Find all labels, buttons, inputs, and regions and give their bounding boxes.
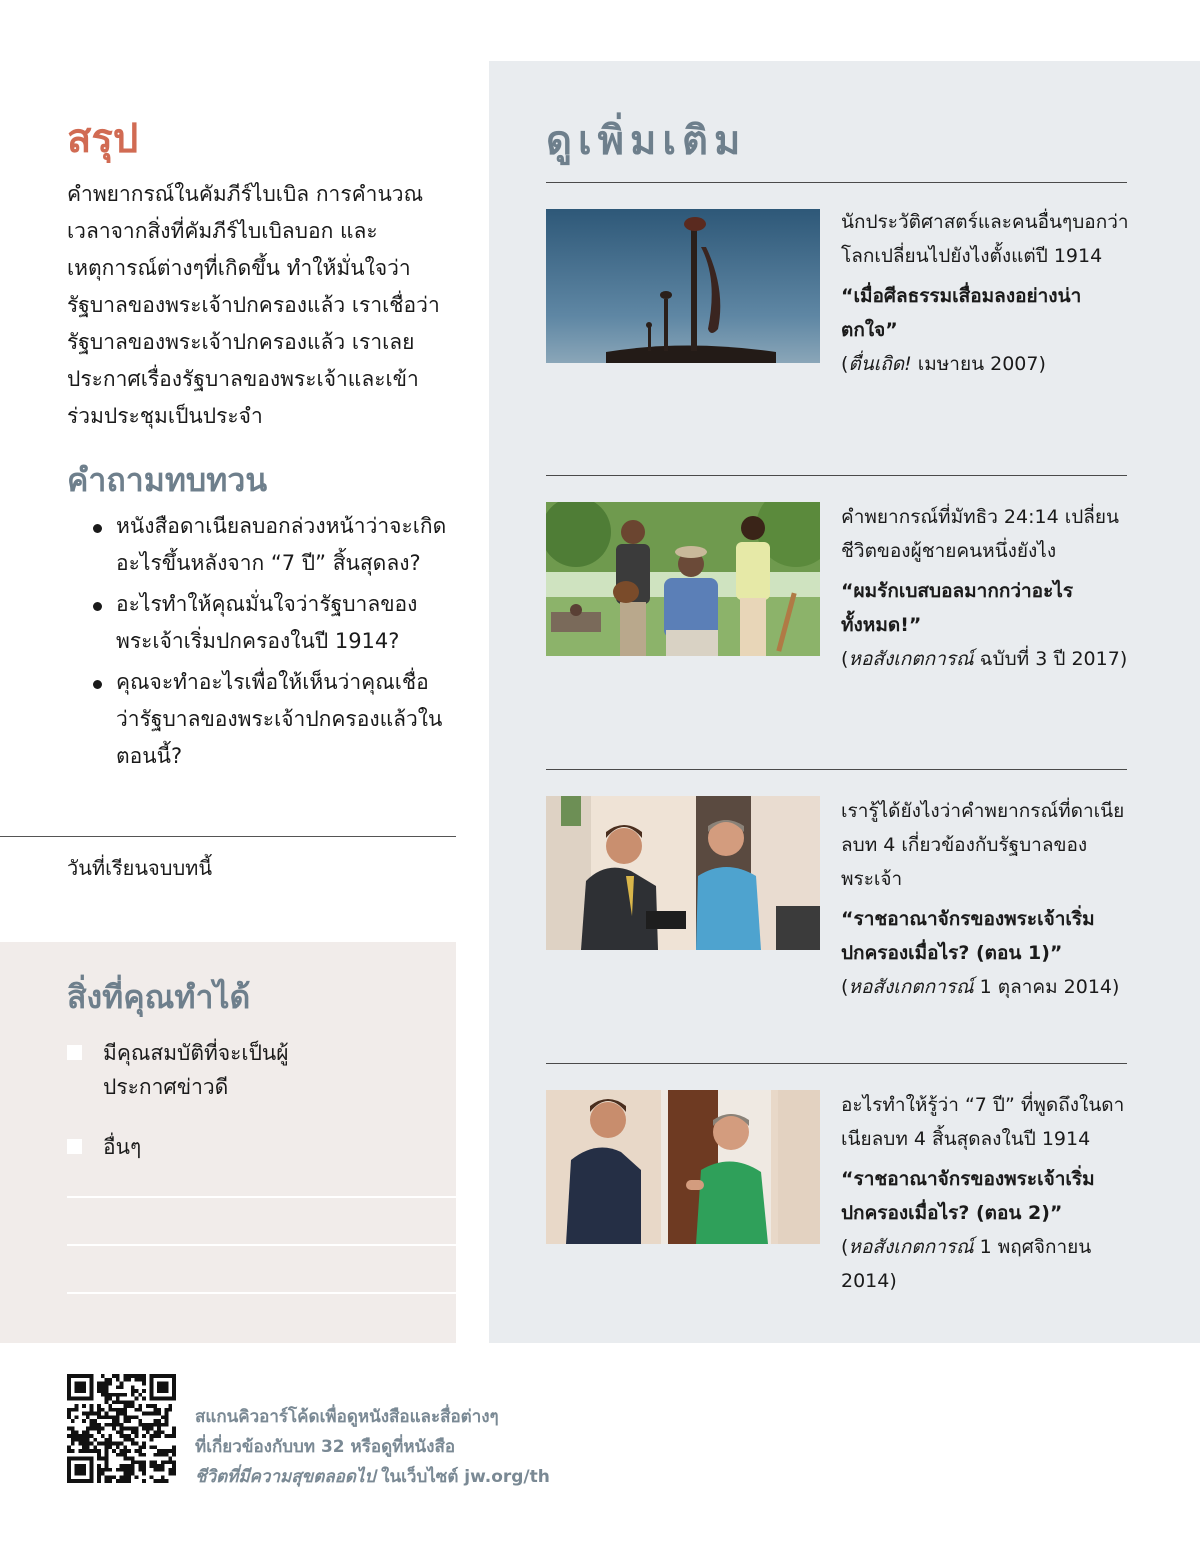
divider: [546, 769, 1127, 770]
see-more-item: [841, 794, 1131, 1004]
source-detail: เมษายน 2007): [911, 353, 1046, 375]
website-text: ในเว็บไซต์ jw.org/th: [375, 1467, 550, 1487]
memorial-silhouette-image[interactable]: [546, 209, 820, 363]
doorway-conversation-image[interactable]: [546, 1090, 820, 1244]
writing-line[interactable]: [67, 1292, 456, 1294]
source-detail: ฉบับที่ 3 ปี 2017): [973, 648, 1128, 670]
source-detail: 1 พฤศจิกายน 2014): [841, 1236, 1092, 1292]
see-more-item: [841, 500, 1131, 676]
item-source: (ตื่นเถิด! เมษายน 2007): [841, 353, 1046, 375]
publication-name: ตื่นเถิด!: [848, 353, 912, 375]
item-source: (หอสังเกตการณ์ 1 พฤศจิกายน 2014): [841, 1236, 1092, 1292]
qr-code-icon[interactable]: [67, 1374, 176, 1483]
todo-item-label: อื่นๆ: [103, 1135, 142, 1159]
publication-name: หอสังเกตการณ์: [848, 1236, 974, 1258]
divider: [546, 475, 1127, 476]
checkbox[interactable]: [67, 1045, 82, 1060]
item-description: เรารู้ได้ยังไงว่าคำพยากรณ์ที่ดาเนียลบท 4 เกี่ยวข้องกับรัฐบาลของพระเจ้า: [841, 800, 1125, 890]
baseball-family-image[interactable]: [546, 502, 820, 656]
footer-line: ที่เกี่ยวข้องกับบท 32 หรือดูที่หนังสือ: [195, 1437, 456, 1457]
item-description: อะไรทำให้รู้ว่า “7 ปี” ที่พูดถึงในดาเนียลบท 4 สิ้นสุดลงในปี 1914: [841, 1094, 1125, 1150]
todo-title: สิ่งที่คุณทำได้: [67, 978, 251, 1016]
see-more-item: [841, 1088, 1131, 1298]
review-question: อะไรทำให้คุณมั่นใจว่ารัฐบาลของพระเจ้าเริ่มปกครองในปี 1914?: [90, 586, 450, 660]
two-men-talking-image[interactable]: [546, 796, 820, 950]
item-description: คำพยากรณ์ที่มัทธิว 24:14 เปลี่ยนชีวิตของผู้ชายคนหนึ่งยังไง: [841, 506, 1120, 562]
footer-note: [195, 1402, 550, 1492]
todo-item[interactable]: [67, 1130, 427, 1164]
divider: [546, 182, 1127, 183]
writing-line[interactable]: [67, 1196, 456, 1198]
article-link[interactable]: “ราชอาณาจักรของพระเจ้าเริ่มปกครองเมื่อไร? (ตอน 2)”: [841, 1168, 1095, 1224]
review-question: คุณจะทำอะไรเพื่อให้เห็นว่าคุณเชื่อว่ารัฐบาลของพระเจ้าปกครองแล้วในตอนนี้?: [90, 664, 450, 775]
summary-text: คำพยากรณ์ในคัมภีร์ไบเบิล การคำนวณเวลาจากสิ่งที่คัมภีร์ไบเบิลบอก และเหตุการณ์ต่างๆที่เกิดขึ้น ทำให้มั่นใจว่ารัฐบาลของพระเจ้าปกครองแล้ว เราเชื่อว่ารัฐบาลของพระเจ้าปกครองแล้ว เราเลยประกาศเรื่องรัฐบาลของพระเจ้าและเข้าร่วมประชุมเป็นประจำ: [67, 182, 440, 428]
item-source: (หอสังเกตการณ์ 1 ตุลาคม 2014): [841, 976, 1120, 998]
article-link[interactable]: “ราชอาณาจักรของพระเจ้าเริ่มปกครองเมื่อไร? (ตอน 1)”: [841, 908, 1095, 964]
review-question-list: [90, 508, 450, 779]
summary-title: สรุป: [67, 116, 139, 162]
item-source: (หอสังเกตการณ์ ฉบับที่ 3 ปี 2017): [841, 648, 1128, 670]
article-link[interactable]: “ผมรักเบสบอลมากกว่าอะไรทั้งหมด!”: [841, 580, 1074, 636]
footer-line: [195, 1462, 550, 1492]
footer-line: สแกนคิวอาร์โค้ดเพื่อดูหนังสือและสื่อต่างๆ: [195, 1407, 499, 1427]
review-question: หนังสือดาเนียลบอกล่วงหน้าว่าจะเกิดอะไรขึ้นหลังจาก “7 ปี” สิ้นสุดลง?: [90, 508, 450, 582]
book-title: ชีวิตที่มีความสุขตลอดไป: [195, 1467, 376, 1487]
publication-name: หอสังเกตการณ์: [848, 976, 974, 998]
item-description: นักประวัติศาสตร์และคนอื่นๆบอกว่าโลกเปลี่ยนไปยังไงตั้งแต่ปี 1914: [841, 211, 1129, 267]
publication-name: หอสังเกตการณ์: [848, 648, 974, 670]
todo-item[interactable]: [67, 1036, 427, 1104]
writing-line[interactable]: [67, 1244, 456, 1246]
completion-date-label: วันที่เรียนจบบทนี้: [67, 856, 213, 880]
see-more-item: [841, 205, 1131, 381]
divider: [0, 836, 456, 837]
source-detail: 1 ตุลาคม 2014): [973, 976, 1120, 998]
checkbox[interactable]: [67, 1139, 82, 1154]
see-more-title: ดูเพิ่มเติม: [546, 118, 747, 164]
article-link[interactable]: “เมื่อศีลธรรมเสื่อมลงอย่างน่าตกใจ”: [841, 285, 1082, 341]
todo-item-label: มีคุณสมบัติที่จะเป็นผู้ประกาศข่าวดี: [103, 1041, 289, 1099]
review-title: คำถามทบทวน: [67, 461, 268, 499]
divider: [546, 1063, 1127, 1064]
